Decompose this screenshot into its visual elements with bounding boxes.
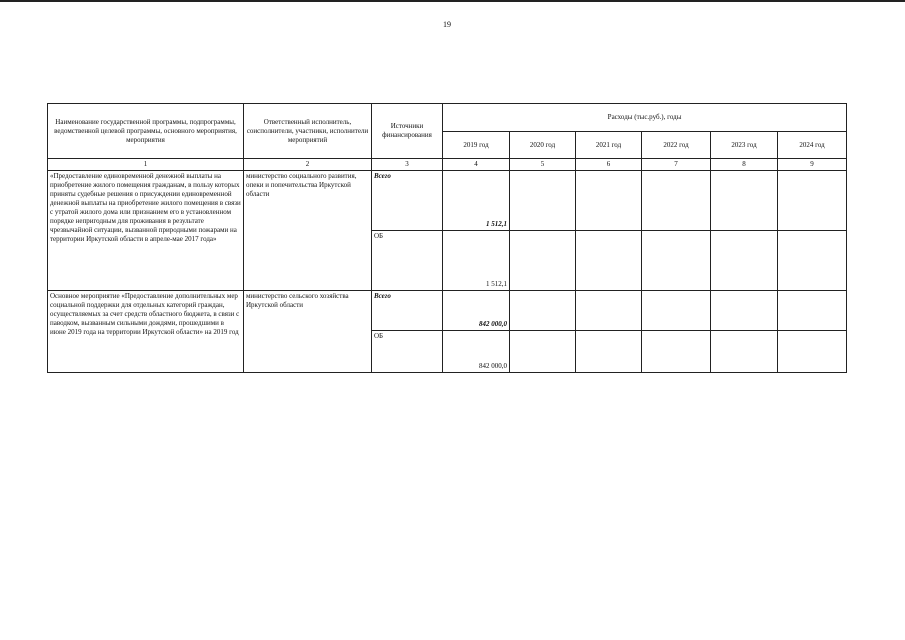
empty-cell (510, 331, 576, 373)
header-name: Наименование государственной программы, подпрограммы, ведомственной целевой программы, основного мероприятия, мероприятия (48, 104, 244, 159)
source-sub: ОБ (372, 331, 443, 373)
empty-cell (711, 291, 778, 331)
column-number-row (48, 159, 847, 171)
amount-cell (443, 231, 510, 291)
empty-cell (778, 231, 847, 291)
column-number: 1 (48, 159, 244, 171)
header-responsible: Ответственный исполнитель, соисполнители, участники, исполнители мероприятий (244, 104, 372, 159)
empty-cell (711, 171, 778, 231)
header-row-1 (48, 104, 847, 132)
table-row (48, 171, 847, 231)
header-year: 2020 год (510, 132, 576, 159)
amount-total: 1 512,1 (486, 220, 507, 228)
source-sub: ОБ (372, 231, 443, 291)
empty-cell (711, 231, 778, 291)
empty-cell (711, 331, 778, 373)
amount-sub: 1 512,1 (486, 280, 507, 288)
header-sources: Источники финансирования (372, 104, 443, 159)
empty-cell (642, 331, 711, 373)
amount-sub: 842 000,0 (479, 362, 507, 370)
amount-cell (443, 291, 510, 331)
header-year: 2021 год (576, 132, 642, 159)
empty-cell (642, 291, 711, 331)
empty-cell (778, 331, 847, 373)
empty-cell (778, 171, 847, 231)
empty-cell (576, 291, 642, 331)
amount-cell (443, 171, 510, 231)
empty-cell (510, 171, 576, 231)
column-number: 5 (510, 159, 576, 171)
column-number: 6 (576, 159, 642, 171)
budget-table (47, 103, 847, 373)
header-year: 2024 год (778, 132, 847, 159)
empty-cell (510, 291, 576, 331)
amount-cell (443, 331, 510, 373)
header-year: 2019 год (443, 132, 510, 159)
empty-cell (576, 331, 642, 373)
column-number: 7 (642, 159, 711, 171)
page-top-edge (0, 0, 905, 2)
empty-cell (778, 291, 847, 331)
empty-cell (642, 231, 711, 291)
source-total: Всего (372, 291, 443, 331)
row-responsible: министерство социального развития, опеки и попечительства Иркутской области (244, 171, 372, 291)
row-name: «Предоставление единовременной денежной выплаты на приобретение жилого помещения гражданам, в пользу которых приняты судебные решения о присуждении единовременной денежной выплаты на приобретение жилого помещения в связи с утратой жилого дома или признанием его в установленном порядке непригодным для проживания в результате чрезвычайной ситуации, вызванной природными пожарами на территории Иркутской области в апреле-мае 2017 года» (48, 171, 244, 291)
empty-cell (576, 231, 642, 291)
row-name: Основное мероприятие «Предоставление дополнительных мер социальной поддержки для отдельных категорий граждан, осуществляемых за счет средств областного бюджета, в связи с паводком, вызванным сильными дождями, прошедшими в июне 2019 года на территории Иркутской области» на 2019 год (48, 291, 244, 373)
amount-total: 842 000,0 (479, 320, 507, 328)
column-number: 9 (778, 159, 847, 171)
row-responsible: министерство сельского хозяйства Иркутской области (244, 291, 372, 373)
empty-cell (510, 231, 576, 291)
empty-cell (642, 171, 711, 231)
source-total: Всего (372, 171, 443, 231)
header-expenses: Расходы (тыс.руб.), годы (443, 104, 847, 132)
column-number: 3 (372, 159, 443, 171)
column-number: 4 (443, 159, 510, 171)
page-number: 19 (443, 20, 451, 29)
empty-cell (576, 171, 642, 231)
column-number: 2 (244, 159, 372, 171)
column-number: 8 (711, 159, 778, 171)
header-year: 2023 год (711, 132, 778, 159)
header-year: 2022 год (642, 132, 711, 159)
table-row (48, 291, 847, 331)
